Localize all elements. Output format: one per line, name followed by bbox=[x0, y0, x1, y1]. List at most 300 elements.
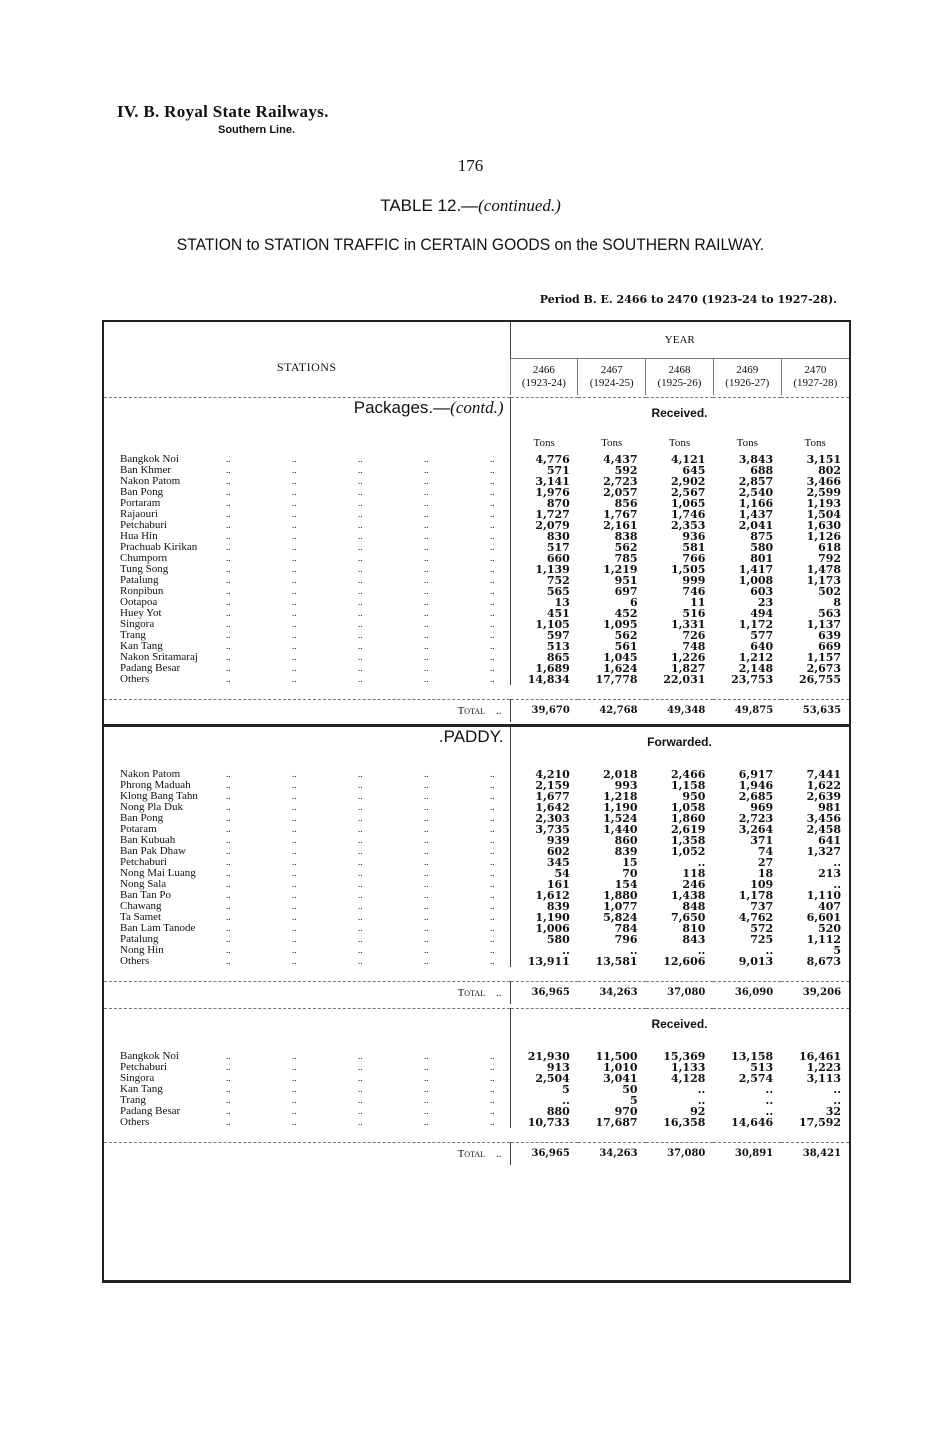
leader: .. bbox=[292, 630, 297, 640]
leader-dots bbox=[226, 879, 506, 890]
leader: .. bbox=[292, 923, 297, 933]
station-label: Kan Tang bbox=[120, 1083, 163, 1095]
leader: .. bbox=[490, 663, 495, 673]
leader: .. bbox=[358, 509, 363, 519]
tonnage-value: 2,458 bbox=[806, 823, 842, 836]
leader-dots bbox=[226, 663, 506, 674]
station-label: Trang bbox=[120, 629, 146, 641]
tonnage-value: 7,441 bbox=[806, 768, 842, 781]
commodity-label bbox=[104, 726, 510, 762]
tonnage-value: 1,331 bbox=[670, 618, 706, 631]
leader: .. bbox=[292, 476, 297, 486]
page-number: 176 bbox=[457, 156, 484, 175]
tonnage-value: 23,753 bbox=[731, 673, 774, 686]
leader: .. bbox=[490, 857, 495, 867]
tonnage-value: .. bbox=[765, 944, 774, 957]
tonnage-value: 118 bbox=[682, 867, 706, 880]
tonnage-value: 92 bbox=[690, 1105, 706, 1118]
leader: .. bbox=[226, 1095, 231, 1105]
leader-dots bbox=[226, 1084, 506, 1095]
total-value: 36,090 bbox=[734, 987, 774, 998]
tonnage-value: 602 bbox=[510, 846, 578, 857]
leader: .. bbox=[358, 1051, 363, 1061]
commodity-label bbox=[104, 1009, 510, 1044]
tonnage-value: 1,746 bbox=[670, 508, 706, 521]
leader: .. bbox=[490, 956, 495, 966]
table-row bbox=[104, 1117, 849, 1128]
commodity-name: .PADDY. bbox=[438, 727, 504, 746]
table-row bbox=[104, 509, 849, 520]
leader: .. bbox=[226, 531, 231, 541]
tonnage-value: 17,778 bbox=[595, 673, 638, 686]
table-row bbox=[104, 520, 849, 531]
tonnage-value: 14,646 bbox=[731, 1116, 774, 1129]
leader: .. bbox=[292, 780, 297, 790]
leader: .. bbox=[358, 890, 363, 900]
station-label: Ban Pak Dhaw bbox=[120, 845, 186, 857]
leader: .. bbox=[226, 945, 231, 955]
year-column-header bbox=[578, 359, 646, 396]
leader: .. bbox=[226, 1117, 231, 1127]
year-ce: (1926-27) bbox=[725, 377, 770, 389]
leader: .. bbox=[226, 597, 231, 607]
leader: .. bbox=[226, 465, 231, 475]
tonnage-value: 70 bbox=[622, 867, 638, 880]
tonnage-value: 2,619 bbox=[670, 823, 706, 836]
tonnage-value: 581 bbox=[682, 541, 706, 554]
unit-label: Tons bbox=[601, 437, 623, 449]
leader-dots bbox=[226, 1095, 506, 1106]
total-row bbox=[104, 1143, 849, 1166]
tonnage-value: 592 bbox=[614, 464, 638, 477]
tonnage-value: 3,843 bbox=[738, 453, 774, 466]
leader: .. bbox=[358, 769, 363, 779]
leader-dots bbox=[226, 487, 506, 498]
leader: .. bbox=[292, 597, 297, 607]
station-name bbox=[104, 586, 510, 597]
leader: .. bbox=[358, 934, 363, 944]
tonnage-value: 1,058 bbox=[670, 801, 706, 814]
tonnage-value: 1,133 bbox=[670, 1061, 706, 1074]
total-label bbox=[104, 1143, 510, 1166]
station-name bbox=[104, 901, 510, 912]
leader: .. bbox=[226, 1084, 231, 1094]
table-row bbox=[104, 619, 849, 630]
leader-dots bbox=[226, 824, 506, 835]
tonnage-value: .. bbox=[697, 944, 706, 957]
total-value: 30,891 bbox=[734, 1148, 774, 1159]
traffic-table bbox=[104, 322, 849, 1165]
tonnage-value: .. bbox=[833, 878, 842, 891]
tonnage-value: 2,902 bbox=[670, 475, 706, 488]
leader: .. bbox=[226, 608, 231, 618]
leader: .. bbox=[226, 641, 231, 651]
leader: .. bbox=[424, 824, 429, 834]
table-row bbox=[104, 454, 849, 465]
tonnage-value: 2,504 bbox=[510, 1073, 578, 1084]
leader: .. bbox=[358, 857, 363, 867]
leader: .. bbox=[358, 956, 363, 966]
tonnage-value: 7,650 bbox=[670, 911, 706, 924]
leader: .. bbox=[424, 630, 429, 640]
leader: .. bbox=[292, 520, 297, 530]
year-column-header bbox=[646, 359, 714, 396]
leader-dots bbox=[226, 813, 506, 824]
leader: .. bbox=[292, 1051, 297, 1061]
station-label: Chumporn bbox=[120, 552, 168, 564]
leader: .. bbox=[424, 498, 429, 508]
tonnage-value: 407 bbox=[818, 900, 842, 913]
leader: .. bbox=[292, 769, 297, 779]
leader-dots bbox=[226, 802, 506, 813]
tonnage-value: 939 bbox=[510, 835, 578, 846]
tonnage-value: 792 bbox=[818, 552, 842, 565]
tonnage-value: 1,178 bbox=[738, 889, 774, 902]
total-label bbox=[104, 700, 510, 723]
leader-dots bbox=[226, 1051, 506, 1062]
leader: .. bbox=[358, 542, 363, 552]
leader: .. bbox=[292, 1117, 297, 1127]
leader: .. bbox=[358, 1084, 363, 1094]
leader: .. bbox=[358, 575, 363, 585]
leader: .. bbox=[292, 956, 297, 966]
tonnage-value: 1,126 bbox=[806, 530, 842, 543]
tonnage-value: 494 bbox=[750, 607, 774, 620]
leader: .. bbox=[358, 586, 363, 596]
tonnage-value: 371 bbox=[750, 834, 774, 847]
table-row bbox=[104, 498, 849, 509]
tonnage-value: 1,219 bbox=[603, 563, 638, 576]
leader: .. bbox=[358, 835, 363, 845]
tonnage-value: 802 bbox=[818, 464, 842, 477]
station-name bbox=[104, 1062, 510, 1073]
leader: .. bbox=[490, 802, 495, 812]
leader: .. bbox=[292, 652, 297, 662]
leader: .. bbox=[424, 542, 429, 552]
total-value: 53,635 bbox=[802, 705, 842, 716]
station-label: Padang Besar bbox=[120, 1105, 181, 1117]
main-title: STATION to STATION TRAFFIC in CERTAIN GOODS on the SOUTHERN RAILWAY. bbox=[176, 235, 765, 254]
leader: .. bbox=[292, 586, 297, 596]
tonnage-value: .. bbox=[765, 1094, 774, 1107]
direction-label: Received. bbox=[651, 406, 708, 420]
tonnage-value: 2,599 bbox=[806, 486, 842, 499]
tonnage-value: 860 bbox=[614, 834, 638, 847]
tonnage-value: 14,834 bbox=[510, 674, 578, 685]
tonnage-value: 2,857 bbox=[738, 475, 774, 488]
tonnage-value: 3,466 bbox=[806, 475, 842, 488]
station-name bbox=[104, 923, 510, 934]
station-label: Rajaouri bbox=[120, 508, 158, 520]
tonnage-value: 1,437 bbox=[738, 508, 774, 521]
tonnage-value: 4,437 bbox=[603, 453, 638, 466]
leader: .. bbox=[358, 901, 363, 911]
leader-dots bbox=[226, 630, 506, 641]
tonnage-value: 50 bbox=[622, 1083, 638, 1096]
tonnage-value: 451 bbox=[510, 608, 578, 619]
leader: .. bbox=[490, 498, 495, 508]
tonnage-value: 561 bbox=[614, 640, 638, 653]
leader: .. bbox=[490, 509, 495, 519]
table-row bbox=[104, 901, 849, 912]
year-column-header bbox=[713, 359, 781, 396]
leader: .. bbox=[424, 597, 429, 607]
station-name bbox=[104, 934, 510, 945]
tonnage-value: 3,141 bbox=[510, 476, 578, 487]
tonnage-value: 2,057 bbox=[603, 486, 638, 499]
total-value: 42,768 bbox=[599, 705, 638, 716]
tonnage-value: 452 bbox=[614, 607, 638, 620]
leader: .. bbox=[358, 912, 363, 922]
leader: .. bbox=[424, 945, 429, 955]
leader: .. bbox=[292, 879, 297, 889]
leader-dots bbox=[226, 586, 506, 597]
station-label: Nong Mai Luang bbox=[120, 867, 196, 879]
tonnage-value: 1,642 bbox=[510, 802, 578, 813]
tonnage-value: 2,041 bbox=[738, 519, 774, 532]
leader-dots bbox=[226, 868, 506, 879]
tonnage-value: 1,689 bbox=[510, 663, 578, 674]
station-label: Petchaburi bbox=[120, 856, 168, 868]
leader: .. bbox=[358, 619, 363, 629]
leader-dots bbox=[226, 597, 506, 608]
tonnage-value: 11 bbox=[690, 596, 706, 609]
tonnage-value: 1,223 bbox=[806, 1061, 842, 1074]
station-label: Others bbox=[120, 955, 150, 967]
tonnage-value: 1,767 bbox=[603, 508, 638, 521]
leader: .. bbox=[226, 1062, 231, 1072]
leader: .. bbox=[490, 619, 495, 629]
leader-dots bbox=[226, 531, 506, 542]
table-row bbox=[104, 674, 849, 685]
leader: .. bbox=[226, 813, 231, 823]
tonnage-value: 748 bbox=[682, 640, 706, 653]
leader: .. bbox=[358, 663, 363, 673]
tonnage-value: 6 bbox=[629, 596, 638, 609]
leader: .. bbox=[490, 923, 495, 933]
section-heading: IV. B. Royal State Railways. bbox=[117, 102, 329, 121]
leader: .. bbox=[490, 824, 495, 834]
leader: .. bbox=[424, 901, 429, 911]
station-name bbox=[104, 1117, 510, 1128]
table-row bbox=[104, 1084, 849, 1095]
tonnage-value: 1,105 bbox=[510, 619, 578, 630]
leader: .. bbox=[292, 1073, 297, 1083]
tonnage-value: 3,264 bbox=[738, 823, 774, 836]
tonnage-value: 161 bbox=[510, 879, 578, 890]
leader: .. bbox=[490, 1117, 495, 1127]
spacer-cell bbox=[104, 432, 510, 454]
leader-dots bbox=[226, 454, 506, 465]
table-row bbox=[104, 652, 849, 663]
tonnage-value: 13,158 bbox=[731, 1050, 774, 1063]
leader-dots bbox=[226, 1106, 506, 1117]
station-label: Nakon Patom bbox=[120, 475, 181, 487]
tonnage-value: 10,733 bbox=[510, 1117, 578, 1128]
leader: .. bbox=[358, 1073, 363, 1083]
leader: .. bbox=[292, 824, 297, 834]
tonnage-value: 796 bbox=[614, 933, 638, 946]
leader: .. bbox=[292, 1106, 297, 1116]
leader: .. bbox=[292, 802, 297, 812]
tonnage-value: 1,880 bbox=[603, 889, 638, 902]
leader: .. bbox=[490, 1062, 495, 1072]
total-text: Total bbox=[457, 1148, 485, 1160]
leader: .. bbox=[424, 619, 429, 629]
table-row bbox=[104, 780, 849, 791]
table-row bbox=[104, 868, 849, 879]
leader: .. bbox=[292, 498, 297, 508]
leader: .. bbox=[226, 934, 231, 944]
leader: .. bbox=[358, 531, 363, 541]
leader: .. bbox=[358, 674, 363, 684]
leader: .. bbox=[226, 586, 231, 596]
tonnage-value: 572 bbox=[750, 922, 774, 935]
table-row bbox=[104, 813, 849, 824]
leader: .. bbox=[424, 465, 429, 475]
tonnage-value: 13,581 bbox=[595, 955, 638, 968]
tonnage-value: 502 bbox=[818, 585, 842, 598]
leader: .. bbox=[490, 1084, 495, 1094]
leader: .. bbox=[424, 531, 429, 541]
leader: .. bbox=[226, 652, 231, 662]
leader: .. bbox=[292, 846, 297, 856]
tonnage-value: 3,151 bbox=[806, 453, 842, 466]
spacer-cell bbox=[510, 726, 578, 762]
total-value: 49,348 bbox=[667, 705, 706, 716]
station-name bbox=[104, 674, 510, 685]
tonnage-value: 580 bbox=[510, 934, 578, 945]
leader-dots bbox=[226, 945, 506, 956]
tonnage-value: 8,673 bbox=[806, 955, 842, 968]
tonnage-value: 2,161 bbox=[603, 519, 638, 532]
total-value: 36,965 bbox=[510, 1143, 578, 1166]
tonnage-value: 2,148 bbox=[738, 662, 774, 675]
tonnage-value: 23 bbox=[757, 596, 774, 609]
tonnage-value: 950 bbox=[682, 790, 706, 803]
station-name bbox=[104, 487, 510, 498]
tonnage-value: 2,723 bbox=[738, 812, 774, 825]
table-row bbox=[104, 769, 849, 780]
leader: .. bbox=[490, 846, 495, 856]
station-label: Tung Song bbox=[120, 563, 169, 575]
leader: .. bbox=[358, 824, 363, 834]
tonnage-value: 1,112 bbox=[806, 933, 842, 946]
station-label: Nong Sala bbox=[120, 878, 167, 890]
tonnage-value: 1,827 bbox=[670, 662, 706, 675]
subtotal-rule bbox=[104, 967, 849, 982]
tonnage-value: 12,606 bbox=[663, 955, 706, 968]
tonnage-value: 6,917 bbox=[738, 768, 774, 781]
tonnage-value: 2,466 bbox=[670, 768, 706, 781]
station-label: Klong Bang Tahn bbox=[120, 790, 198, 802]
total-value: 49,875 bbox=[734, 705, 774, 716]
leader: .. bbox=[424, 802, 429, 812]
unit-label: Tons bbox=[804, 437, 826, 449]
total-text: Total bbox=[457, 987, 485, 999]
leader: .. bbox=[424, 791, 429, 801]
leader: .. bbox=[424, 586, 429, 596]
tonnage-value: 838 bbox=[614, 530, 638, 543]
leader: .. bbox=[424, 487, 429, 497]
leader: .. bbox=[292, 542, 297, 552]
station-label: Ban Lam Tanode bbox=[120, 922, 196, 934]
leader: .. bbox=[424, 1062, 429, 1072]
tonnage-value: .. bbox=[765, 1105, 774, 1118]
leader: .. bbox=[490, 912, 495, 922]
table-row bbox=[104, 630, 849, 641]
tonnage-value: 3,041 bbox=[603, 1072, 638, 1085]
total-row bbox=[104, 982, 849, 1005]
leader: .. bbox=[490, 1073, 495, 1083]
tonnage-value: 725 bbox=[750, 933, 774, 946]
leader: .. bbox=[292, 575, 297, 585]
station-label: Trang bbox=[120, 1094, 146, 1106]
station-name bbox=[104, 608, 510, 619]
leader: .. bbox=[226, 857, 231, 867]
tonnage-value: 1,946 bbox=[738, 779, 774, 792]
tonnage-value: 4,210 bbox=[510, 769, 578, 780]
tonnage-value: 4,776 bbox=[510, 454, 578, 465]
station-label: Portaram bbox=[120, 497, 161, 509]
table-row bbox=[104, 586, 849, 597]
tonnage-value: .. bbox=[629, 944, 638, 957]
table-row bbox=[104, 608, 849, 619]
spacer-cell bbox=[781, 726, 849, 762]
table-row bbox=[104, 465, 849, 476]
leader: .. bbox=[292, 791, 297, 801]
tonnage-value: 1,860 bbox=[670, 812, 706, 825]
leader-dots bbox=[226, 835, 506, 846]
tonnage-value: 839 bbox=[614, 845, 638, 858]
leader: .. bbox=[292, 813, 297, 823]
leader: .. bbox=[424, 509, 429, 519]
leader: .. bbox=[292, 619, 297, 629]
total-value: 37,080 bbox=[667, 1148, 706, 1159]
tonnage-value: 1,010 bbox=[603, 1061, 638, 1074]
tonnage-value: 1,677 bbox=[510, 791, 578, 802]
tonnage-value: 27 bbox=[757, 856, 774, 869]
leader: .. bbox=[226, 923, 231, 933]
tonnage-value: 936 bbox=[682, 530, 706, 543]
leader: .. bbox=[490, 868, 495, 878]
tonnage-value: 597 bbox=[510, 630, 578, 641]
tonnage-value: 875 bbox=[750, 530, 774, 543]
leader: .. bbox=[358, 498, 363, 508]
tonnage-value: 1,624 bbox=[603, 662, 638, 675]
station-name bbox=[104, 663, 510, 674]
table-row bbox=[104, 476, 849, 487]
leader: .. bbox=[424, 608, 429, 618]
tonnage-value: 1,065 bbox=[670, 497, 706, 510]
leader: .. bbox=[292, 531, 297, 541]
station-label: Others bbox=[120, 1116, 150, 1128]
total-value: 36,965 bbox=[510, 982, 578, 1005]
station-name bbox=[104, 630, 510, 641]
tonnage-value: 1,137 bbox=[806, 618, 842, 631]
station-label: Ban Pong bbox=[120, 486, 164, 498]
leader-dots bbox=[226, 542, 506, 553]
leader-dots bbox=[226, 901, 506, 912]
leader: .. bbox=[358, 802, 363, 812]
direction-label: Received. bbox=[651, 1017, 708, 1031]
tonnage-value: 1,976 bbox=[510, 487, 578, 498]
station-label: Nong Hin bbox=[120, 944, 164, 956]
leader: .. bbox=[490, 1095, 495, 1105]
leader: .. bbox=[226, 802, 231, 812]
tonnage-value: 843 bbox=[682, 933, 706, 946]
tonnage-value: 6,601 bbox=[806, 911, 842, 924]
